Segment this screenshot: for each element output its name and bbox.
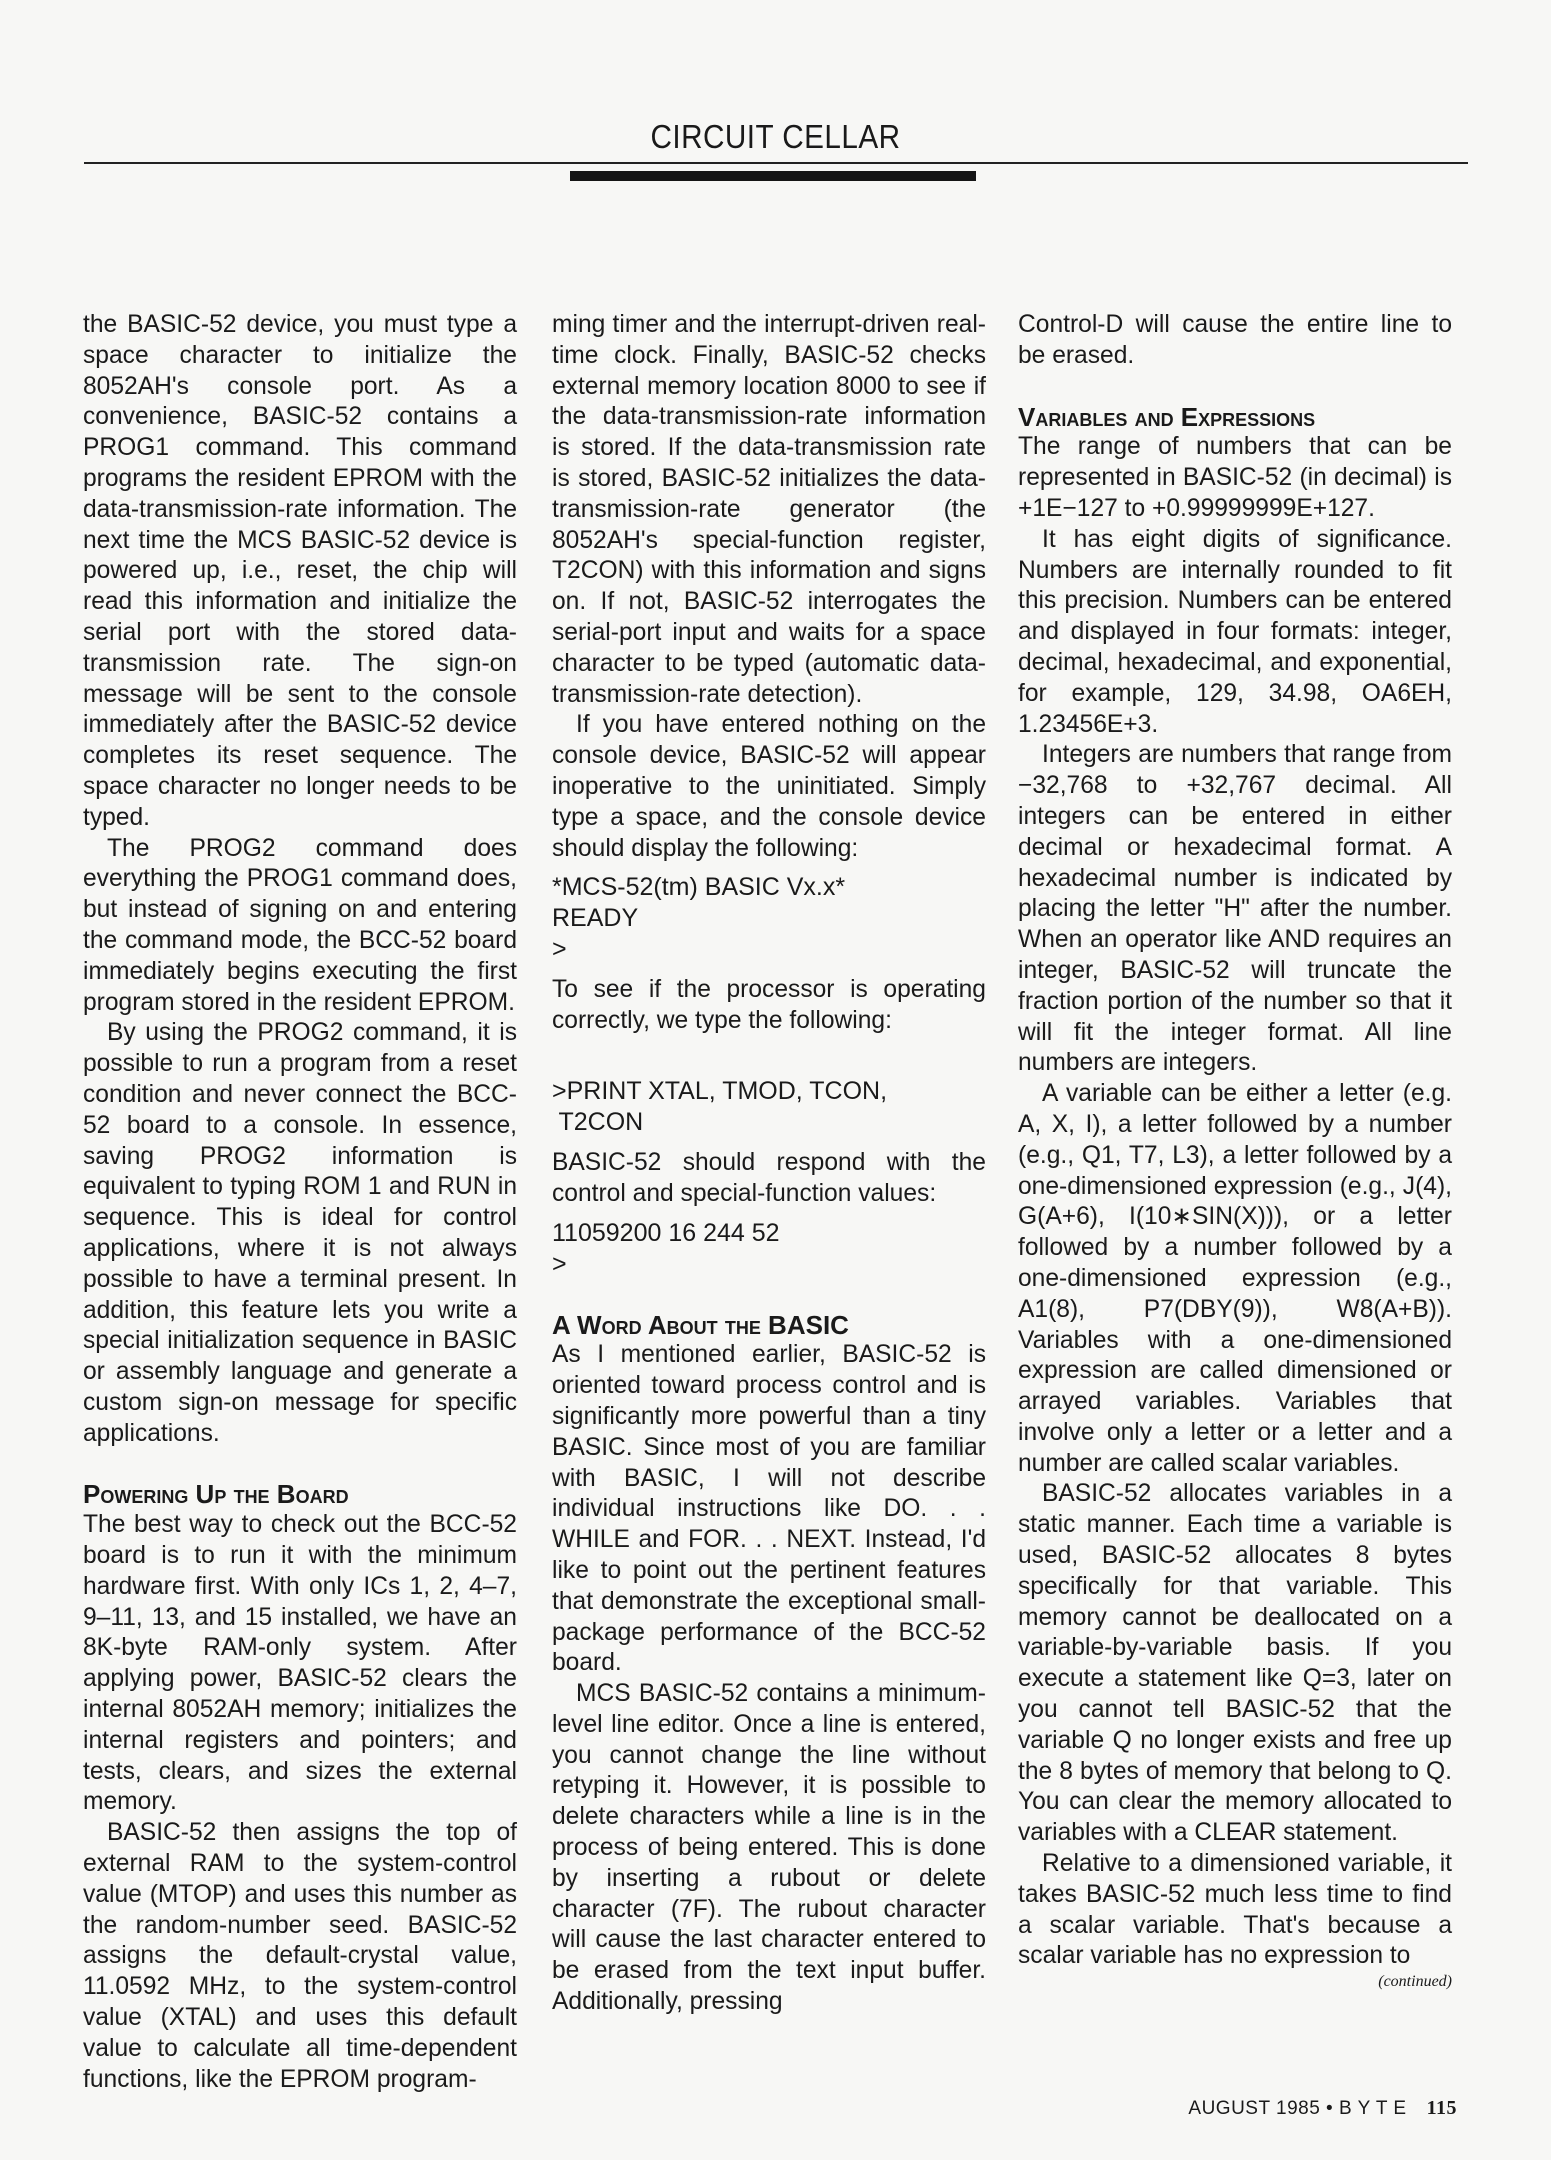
- column-1: [83, 310, 517, 2095]
- paragraph: A variable can be either a letter (e.g. A, X, I), a letter followed by a number (e.g., Q1, T7, L3), a letter followed by a one-dimensioned expression (e.g., J(4), G(A+6), I(10∗SIN(X))), or a letter followed by a number followed by a one-dimensioned expression (e.g., A1(8), P7(DBY(9)), W8(A+B)). Variables with a one-dimensioned expression are called dimensioned or arrayed variables. Variables that involve only a letter or a letter and a number are called scalar variables.: [1018, 1080, 1452, 1477]
- paragraph: BASIC-52 then assigns the top of external RAM to the system-control value (MTOP) and uses this number as the random-number seed. BASIC-52 assigns the default-crystal value, 11.0592 MHz, to the system-control value (XTAL) and uses this default value to calculate all time-dependent functions, like the EPROM program-: [83, 1819, 517, 2093]
- paragraph: Control-D will cause the entire line to be erased.: [1018, 311, 1452, 369]
- page-number: 115: [1426, 2097, 1457, 2119]
- paragraph: MCS BASIC-52 contains a minimum-level line editor. Once a line is entered, you cannot change the line without retyping it. However, it is possible to delete characters while a line is in the process of being entered. This is done by inserting a rubout or delete character (7F). The rubout character will cause the last character entered to be erased from the text input buffer. Additionally, pressing: [552, 1680, 986, 2016]
- column-3: [1018, 310, 1452, 1992]
- paragraph: BASIC-52 should respond with the control and special-function values:: [552, 1148, 986, 1207]
- paragraph: BASIC-52 allocates variables in a static manner. Each time a variable is used, BASIC-52 allocates 8 bytes specifically for that variable. This memory cannot be deallocated on a variable-by-variable basis. If you execute a statement like Q=3, later on you cannot tell BASIC-52 that the variable Q no longer exists and free up the 8 bytes of memory that belong to Q. You can clear the memory allocated to variables with a CLEAR statement.: [1018, 1480, 1452, 1847]
- section-heading: Variables and Expressions: [1018, 401, 1316, 432]
- section-title: CIRCUIT CELLAR: [650, 118, 901, 155]
- paragraph: The PROG2 command does everything the PROG1 command does, but instead of signing on and entering the command mode, the BCC-52 board immediately begins executing the first program stored in the resident EPROM.: [83, 834, 517, 1016]
- paragraph: Integers are numbers that range from −32,768 to +32,767 decimal. All integers can be entered in either decimal or hexadecimal format. A hexadecimal number is indicated by placing the letter "H" after the number. When an operator like AND requires an integer, BASIC-52 will truncate the fraction portion of the number so that it will fit the integer format. All line numbers are integers.: [1018, 741, 1452, 1077]
- paragraph: ming timer and the interrupt-driven real-time clock. Finally, BASIC-52 checks external memory location 8000 to see if the data-transmission-rate information is stored. If the data-transmission rate is stored, BASIC-52 initializes the data-transmission-rate generator (the 8052AH's special-function register, T2CON) with this information and signs on. If not, BASIC-52 interrogates the serial-port input and waits for a space character to be typed (automatic data-transmission-rate detection).: [552, 311, 986, 708]
- section-heading: A Word About the BASIC: [552, 1309, 849, 1340]
- paragraph: By using the PROG2 command, it is possible to run a program from a reset condition and never connect the BCC-52 board to a console. In essence, saving PROG2 information is equivalent to typing ROM 1 and RUN in sequence. This is ideal for control applications, where it is not always possible to have a terminal present. In addition, this feature lets you write a special initialization sequence in BASIC or assembly language and generate a custom sign-on message for specific applications.: [83, 1019, 517, 1447]
- page-footer: [1188, 2097, 1457, 2120]
- header-rule: [84, 162, 1468, 164]
- column-2: [552, 310, 986, 2018]
- header-bar: [570, 171, 976, 181]
- code-listing: 11059200 16 244 52 >: [552, 1218, 780, 1278]
- paragraph: The best way to check out the BCC-52 board is to run it with the minimum hardware first. With only ICs 1, 2, 4–7, 9–11, 13, and 15 installed, we have an 8K-byte RAM-only system. After applying power, BASIC-52 clears the internal 8052AH memory; initializes the internal registers and pointers; and tests, clears, and sizes the external memory.: [83, 1511, 517, 1816]
- paragraph: the BASIC-52 device, you must type a space character to initialize the 8052AH's console port. As a convenience, BASIC-52 contains a PROG1 command. This command programs the resident EPROM with the data-transmission-rate information. The next time the MCS BASIC-52 device is powered up, i.e., reset, the chip will read this information and initialize the serial port with the stored data-transmission rate. The sign-on message will be sent to the console immediately after the BASIC-52 device completes its reset sequence. The space character no longer needs to be typed.: [83, 311, 517, 831]
- code-listing: >PRINT XTAL, TMOD, TCON, T2CON: [552, 1076, 888, 1136]
- code-listing: *MCS-52(tm) BASIC Vx.x* READY >: [552, 873, 846, 964]
- paragraph: It has eight digits of significance. Numbers are internally rounded to fit this precision. Numbers can be entered and displayed in four formats: integer, decimal, hexadecimal, and exponential, for example, 129, 34.98, OA6EH, 1.23456E+3.: [1018, 525, 1452, 738]
- paragraph: Relative to a dimensioned variable, it takes BASIC-52 much less time to find a scalar variable. That's because a scalar variable has no expression to: [1018, 1850, 1452, 1970]
- issue-label: AUGUST 1985 • B Y T E: [1188, 2098, 1407, 2119]
- paragraph: To see if the processor is operating correctly, we type the following:: [552, 976, 986, 1035]
- paragraph: If you have entered nothing on the console device, BASIC-52 will appear inoperative to the uninitiated. Simply type a space, and the console device should display the following:: [552, 711, 986, 862]
- section-heading: Powering Up the Board: [83, 1479, 349, 1510]
- paragraph: As I mentioned earlier, BASIC-52 is oriented toward process control and is significantly more powerful than a tiny BASIC. Since most of you are familiar with BASIC, I will not describe individual instructions like DO. . . WHILE and FOR. . . NEXT. Instead, I'd like to point out the pertinent features that demonstrate the exceptional small-package performance of the BCC-52 board.: [552, 1341, 986, 1677]
- paragraph: The range of numbers that can be represented in BASIC-52 (in decimal) is +1E−127 to +0.99999999E+127.: [1018, 433, 1452, 522]
- continued-note: (continued): [1378, 1973, 1452, 1991]
